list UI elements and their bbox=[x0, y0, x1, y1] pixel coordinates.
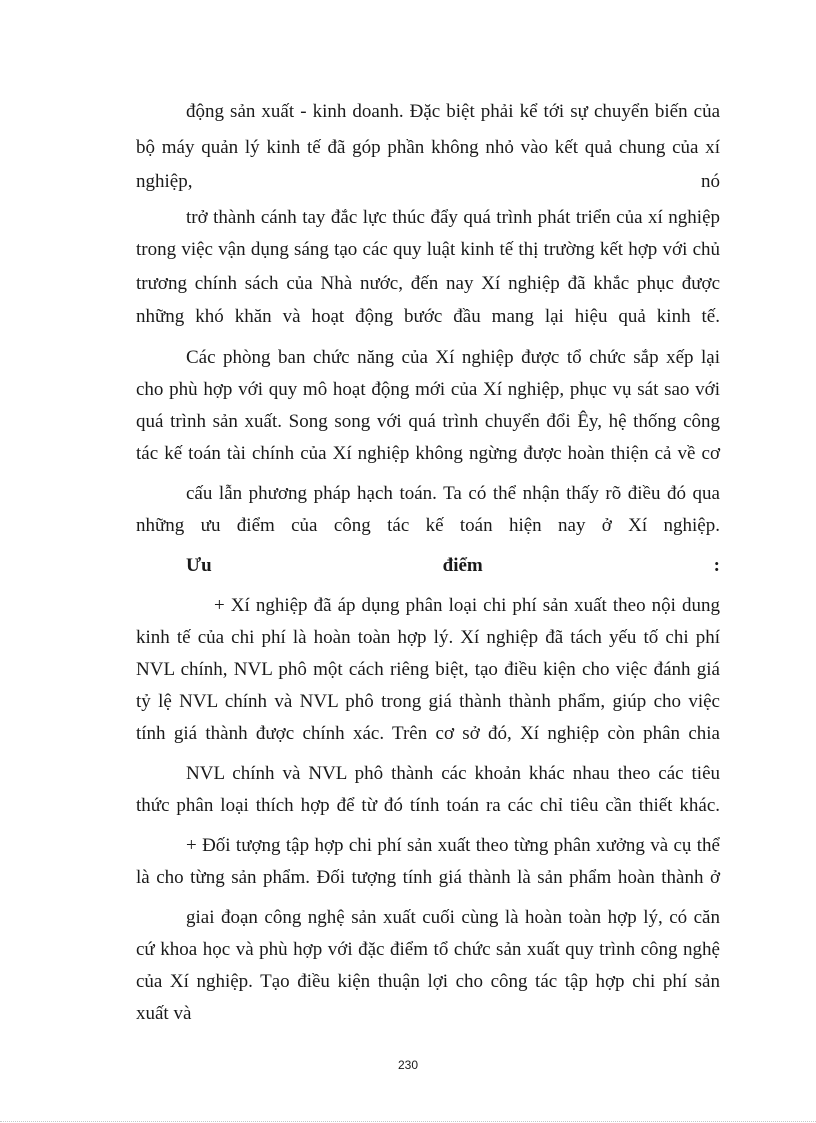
text-line: giai đoạn công nghệ sản xuất cuối cùng là hoàn toàn hợp lý, có căn bbox=[186, 907, 720, 928]
text-line: là cho từng sản phẩm. Đối tượng tính giá thành là sản phẩm hoàn thành ở bbox=[136, 867, 720, 888]
text-line: quá trình sản xuất. Song song với quá trình chuyển đổi Êy, hệ thống công bbox=[136, 411, 720, 432]
text-line: những khó khăn và hoạt động bước đầu mang lại hiệu quả kinh tế. bbox=[136, 306, 720, 327]
text-line: tác kế toán tài chính của Xí nghiệp không ngừng được hoàn thiện cả về cơ bbox=[136, 443, 720, 464]
heading-word: Ưu bbox=[186, 555, 212, 576]
page-bottom-rule bbox=[0, 1121, 816, 1122]
text-line: NVL chính, NVL phô một cách riêng biệt, tạo điều kiện cho việc đánh giá bbox=[136, 659, 720, 680]
text-line: cấu lẫn phương pháp hạch toán. Ta có thể nhận thấy rõ điều đó qua bbox=[186, 483, 720, 504]
text-line: tính giá thành được chính xác. Trên cơ sở đó, Xí nghiệp còn phân chia bbox=[136, 723, 720, 744]
text-line: Các phòng ban chức năng của Xí nghiệp được tổ chức sắp xếp lại bbox=[186, 347, 720, 368]
page-number: 230 bbox=[397, 1058, 419, 1072]
text-line: nghiệp, bbox=[136, 171, 193, 192]
text-line: động sản xuất - kinh doanh. Đặc biệt phải kể tới sự chuyển biến của bbox=[186, 101, 720, 122]
text-line: trong việc vận dụng sáng tạo các quy luật kinh tế thị trường kết hợp với chủ bbox=[136, 239, 720, 260]
text-line: NVL chính và NVL phô thành các khoản khác nhau theo các tiêu bbox=[186, 763, 720, 784]
text-line: tỷ lệ NVL chính và NVL phô trong giá thành thành phẩm, giúp cho việc bbox=[136, 691, 720, 712]
text-line: nó bbox=[701, 171, 720, 192]
section-heading bbox=[186, 554, 720, 578]
text-line: cứ khoa học và phù hợp với đặc điểm tổ chức sản xuất quy trình công nghệ bbox=[136, 939, 720, 960]
text-line: trương chính sách của Nhà nước, đến nay Xí nghiệp đã khắc phục được bbox=[136, 273, 720, 294]
heading-word: điểm bbox=[442, 555, 483, 576]
text-line: bộ máy quản lý kinh tế đã góp phần không nhỏ vào kết quả chung của xí bbox=[136, 137, 720, 158]
text-line: trở thành cánh tay đắc lực thúc đẩy quá trình phát triển của xí nghiệp bbox=[186, 207, 720, 228]
text-line: cho phù hợp với quy mô hoạt động mới của Xí nghiệp, phục vụ sát sao với bbox=[136, 379, 720, 400]
text-line: + Đối tượng tập hợp chi phí sản xuất theo từng phân xưởng và cụ thể bbox=[186, 835, 720, 856]
text-line: kinh tế của chi phí là hoàn toàn hợp lý. Xí nghiệp đã tách yếu tố chi phí bbox=[136, 627, 720, 648]
heading-colon: : bbox=[713, 555, 720, 576]
text-line: + Xí nghiệp đã áp dụng phân loại chi phí sản xuất theo nội dung bbox=[214, 595, 720, 616]
text-line: xuất và bbox=[136, 1003, 192, 1024]
text-line: của Xí nghiệp. Tạo điều kiện thuận lợi cho công tác tập hợp chi phí sản bbox=[136, 971, 720, 992]
text-line: những ưu điểm của công tác kế toán hiện nay ở Xí nghiệp. bbox=[136, 515, 720, 536]
text-line: thức phân loại thích hợp để từ đó tính toán ra các chỉ tiêu cần thiết khác. bbox=[136, 795, 720, 816]
